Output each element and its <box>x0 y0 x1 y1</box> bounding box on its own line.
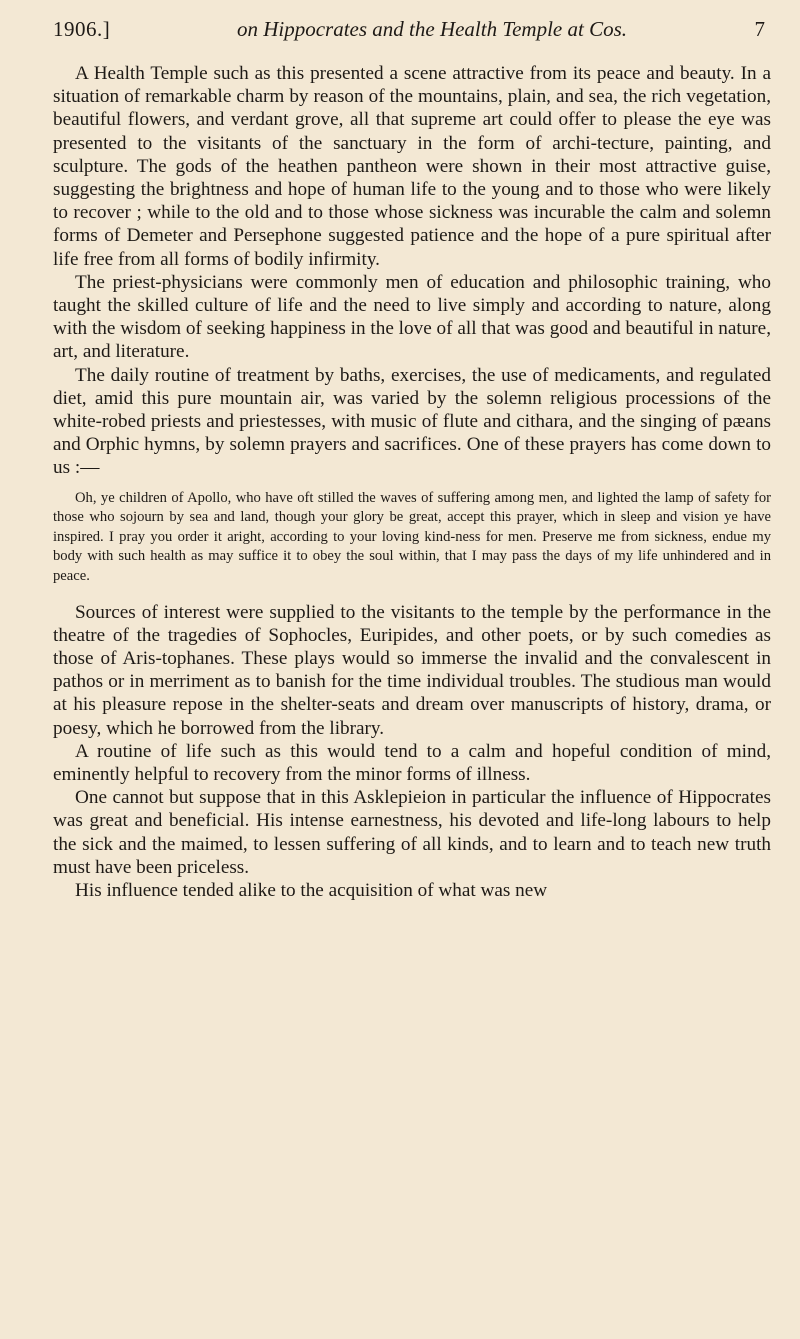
header-year: 1906.] <box>53 17 111 41</box>
running-header <box>53 14 771 44</box>
paragraph-routine-of-life: A routine of life such as this would tend to a calm and hopeful condition of mind, eminently helpful to recovery from the minor forms of illness. <box>53 740 771 786</box>
page-number: 7 <box>754 17 765 41</box>
prayer-quotation: Oh, ye children of Apollo, who have oft stilled the waves of suffering among men, and lighted the lamp of safety for those who sojourn by sea and land, though your glory be great, accept this prayer, which in sleep and vision ye have inspired. I pray you order it aright, according to your loving kind-ness for men. Preserve me from sickness, endue my body with such health as may suffice it to obey the soul within, that I may pass the days of my life unhindered and in peace. <box>53 489 771 585</box>
body-text <box>53 62 771 902</box>
paragraph-daily-routine: The daily routine of treatment by baths, exercises, the use of medicaments, and regulated diet, amid this pure mountain air, was varied by the solemn religious processions of the white-robed priests and priestesses, with music of flute and cithara, and the singing of pæans and Orphic hymns, by solemn prayers and sacrifices. One of these prayers has come down to us :— <box>53 364 771 479</box>
running-title: on Hippocrates and the Health Temple at Cos. <box>236 17 628 41</box>
paragraph-priest-physicians: The priest-physicians were commonly men of education and philosophic training, who taught the skilled culture of life and the need to live simply and according to nature, along with the wisdom of seeking happiness in the love of all that was good and beautiful in nature, art, and literature. <box>53 271 771 363</box>
paragraph-his-influence: His influence tended alike to the acquisition of what was new <box>75 880 548 902</box>
paragraph-health-temple: A Health Temple such as this presented a scene attractive from its peace and beauty. In a situation of remarkable charm by reason of the mountains, plain, and sea, the rich vegetation, beautiful flowers, and verdant grove, all that supreme art could offer to please the eye was presented to the visitants of the sanctuary in the form of archi-tecture, painting, and sculpture. The gods of the heathen pantheon were shown in their most attractive guise, suggesting the brightness and hope of human life to the young and to those who were likely to recover ; while to the old and to those whose sickness was incurable the calm and solemn forms of Demeter and Persephone suggested patience and the hope of a pure spiritual after life free from all forms of bodily infirmity. <box>53 63 771 270</box>
paragraph-sources-of-interest: Sources of interest were supplied to the visitants to the temple by the performance in the theatre of the tragedies of Sophocles, Euripides, and other poets, or by such comedies as those of Aris-tophanes. These plays would so immerse the invalid and the convalescent in pathos or in merriment as to banish for the time individual troubles. The studious man would at his pleasure repose in the shelter-seats and dream over manuscripts of history, drama, or poesy, which he borrowed from the library. <box>53 601 771 739</box>
paragraph-influence-hippocrates: One cannot but suppose that in this Asklepieion in particular the influence of Hippocrates was great and beneficial. His intense earnestness, his devoted and life-long labours to help the sick and the maimed, to lessen suffering of all kinds, and to learn and to teach new truth must have been priceless. <box>53 787 771 878</box>
